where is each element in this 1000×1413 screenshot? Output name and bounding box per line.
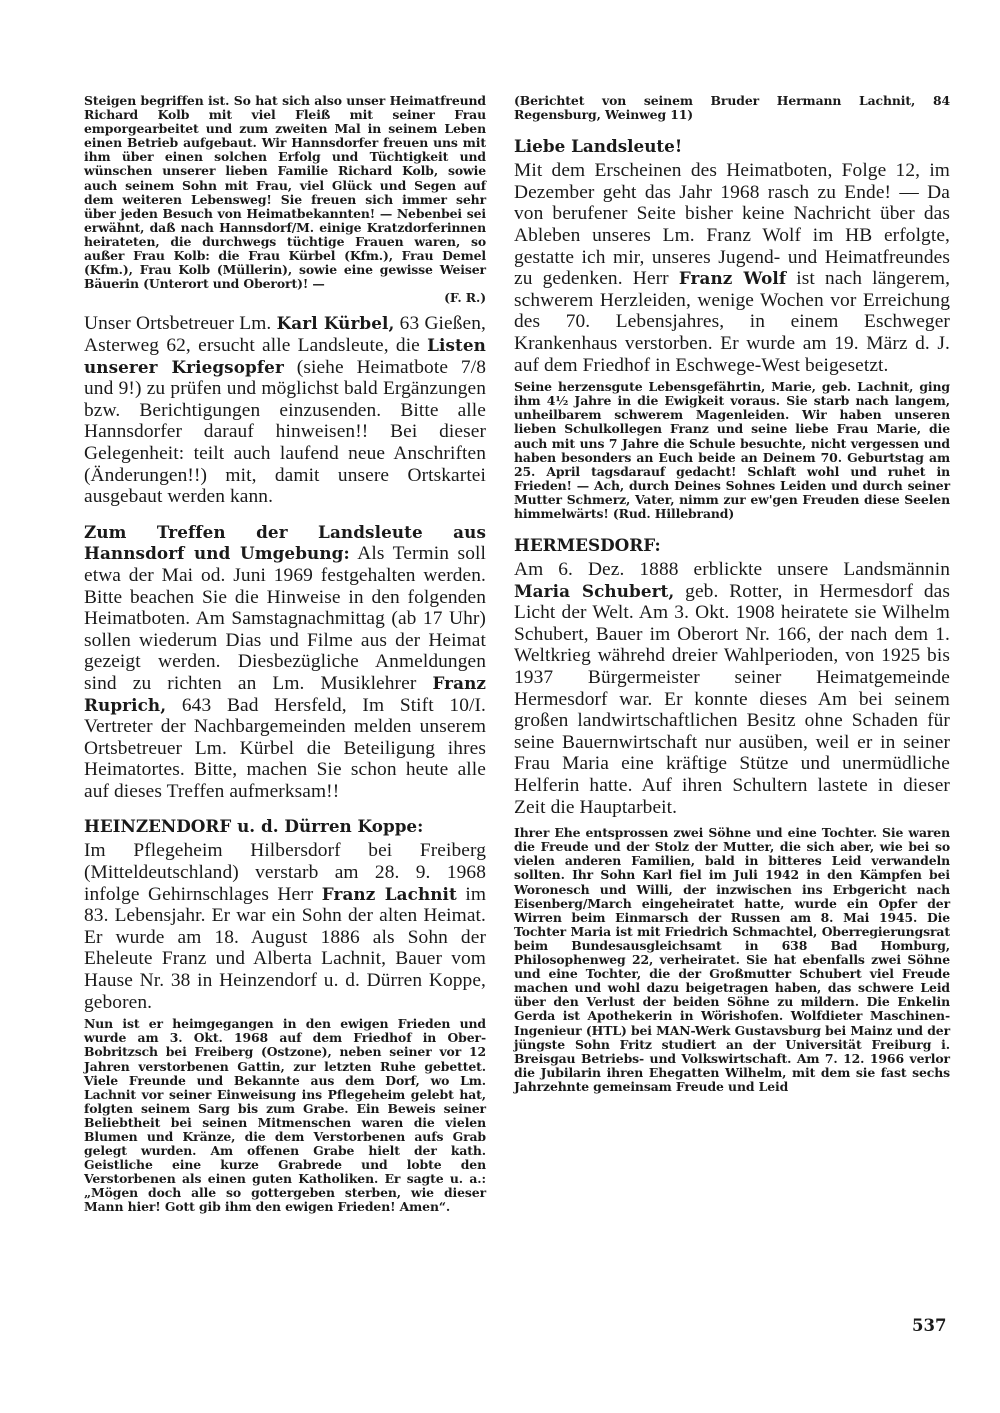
- schubert-paragraph: Am 6. Dez. 1888 erblickte unsere Landsmännin Maria Schubert, geb. Rotter, in Hermesdorf das Licht der Welt. Am 3. Okt. 1908 heiratete sie Wilhelm Schubert, Bauer im Oberort Nr. 166, der nach dem 1. Weltkrieg währehd dreier Wahlperioden, von 1925 bis 1937 Bürgermeister seiner Heimatgemeinde Hermesdorf war. Er konnte dieses Am bei seinem großen landwirtschaftlichen Besitz ohne Schaden für seine Bauernwirtschaft nur ausüben, weil er in seiner Frau Maria eine kräftige Stütze und unermüdliche Helferin hatte. Auf ihren Schultern lastete in dieser Zeit die Hauptarbeit.: [514, 559, 950, 818]
- wolf-name: Franz Wolf: [678, 268, 787, 289]
- right-column: [514, 94, 950, 1094]
- reported-by-note: (Berichtet von seinem Bruder Hermann Lachnit, 84 Regensburg, Weinweg 11): [514, 93, 950, 123]
- left-column: [84, 94, 486, 1215]
- schubert-name: Maria Schubert,: [514, 580, 675, 601]
- kriegsopfer-list-title: Listen unserer Kriegsopfer: [84, 335, 486, 377]
- author-initials: (F. R.): [444, 290, 486, 306]
- liebe-landsleute-heading: Liebe Landsleute!: [514, 136, 683, 157]
- ruprich-name: Franz Ruprich,: [84, 672, 487, 715]
- hermesdorf-heading: HERMESDORF:: [514, 535, 661, 556]
- ortsbetreuer-name: Karl Kürbel,: [276, 313, 395, 334]
- family-paragraph: Ihrer Ehe entsprossen zwei Söhne und eine Tochter. Sie waren die Freude und der Stolz der Mutter, die sich aber, wie bei so vielen anderen Familien, bald in bitteres Leid verwandeln sollten. Ihr Sohn Karl fiel im Juli 1942 in den Kämpfen bei Woronesch und Willi, der inzwischen ins Erbgericht nach Eisenberg/March eingeheiratet hatte, wurde ein Opfer der Wirren beim Einmarsch der Russen am 8. Mai 1945. Die Tochter Maria ist mit Friedrich Schmachtel, Oberregierungsrat beim Bundesausgleichsamt in 638 Bad Homburg, Philosophenweg 22, verheiratet. Sie hat ebenfalls zwei Söhne und eine Tochter, die der Großmutter Schubert viel Freude machen und wohl dazu beigetragen haben, das schwere Leid über den Verlust der beiden Söhne zu mildern. Die Enkelin Gerda ist Apothekerin in Wörishofen. Wolfdieter Maschinen-Ingenieur (HTL) bei MAN-Werk Gustavsburg bei Mainz und der jüngste Sohn Fritz studiert an der Universität Freiburg i. Breisgau Betriebs- und Volkswirtschaft. Am 7. 12. 1966 verlor die Jubilarin ihren Ehegatten Wilhelm, mit dem sie fast sechs Jahrzehnte gemeinsam Freude und Leid: [514, 825, 950, 1094]
- heinzendorf-heading: HEINZENDORF u. d. Dürren Koppe:: [84, 816, 424, 837]
- wolf-paragraph: Mit dem Erscheinen des Heimatboten, Folge 12, im Dezember geht das Jahr 1968 rasch zu Ende! — Da von berufener Seite bisher keine Nachricht über das Ableben unseres Lm. Franz Wolf im HB erfolgte, gestatte ich mir, unseres Jugend- und Heimatfreundes zu gedenken. Herr Franz Wolf ist nach längerem, schwerem Herzleiden, wenige Wochen vor Erreichung des 70. Lebensjahres, in einem Eschweger Krankenhaus verstorben. Er wurde am 19. März d. J. auf dem Friedhof in Eschwege-West beigesetzt.: [514, 160, 951, 376]
- lachnit-name: Franz Lachnit: [321, 883, 457, 904]
- kriegsopfer-paragraph: Unser Ortsbetreuer Lm. Karl Kürbel, 63 Gießen, Asterweg 62, ersucht alle Landsleute, die Listen unserer Kriegsopfer (siehe Heimatbote 7/8 und 9!) zu prüfen und möglichst bald Ergänzungen bzw. Berichtigungen einzusenden. Bitte alle Hannsdorfer darauf hinweisen!! Bei dieser Gelegenheit: teilt auch laufend neue Anschriften (Änderungen!!) mit, damit unsere Ortskartei ausgebaut werden kann.: [84, 313, 486, 508]
- lachnit-paragraph: Im Pflegeheim Hilbersdorf bei Freiberg (Mitteldeutschland) verstarb am 28. 9. 1968 infolge Gehirnschlages Herr Franz Lachnit im 83. Lebensjahr. Er war ein Sohn der alten Heimat. Er wurde am 18. August 1886 als Sohn der Eheleute Franz und Alberta Lachnit, Bauer vom Hause Nr. 38 in Heinzendorf u. d. Dürren Koppe, geboren.: [84, 840, 486, 1013]
- kolb-paragraph: Steigen begriffen ist. So hat sich also unser Heimatfreund Richard Kolb mit viel Fleiß mit seiner Frau emporgearbeitet und zum zweiten Mal in seinem Leben einen Betrieb aufgebaut. Wir Hannsdorfer freuen uns mit ihm über einen solchen Erfolg und Tüchtigkeit und wünschen unserer lieben Familie Richard Kolb, sowie auch seinem Sohn mit Frau, viel Glück und Segen auf dem weiteren Lebensweg! Sie freuen sich immer sehr über jeden Besuch von Heimatbekannten! — Nebenbei sei erwähnt, daß nach Hannsdorf/M. einige Kratzdorferinnen heirateten, die durchwegs tüchtige Frauen waren, so außer Frau Kolb: die Frau Kürbel (Kfm.), Frau Demel (Kfm.), Frau Kolb (Müllerin), sowie eine gewisse Weiser Bäuerin (Unterort und Oberort)! —: [84, 93, 486, 292]
- marie-paragraph: Seine herzensgute Lebensgefährtin, Marie, geb. Lachnit, ging ihm 4½ Jahre in die Ewigkeit voraus. Sie starb nach langem, unheilbarem schwerem Magenleiden. Wir haben unseren lieben Schulkollegen Franz und seine liebe Frau Marie, die auch mit uns 7 Jahre die Schule besuchte, nicht vergessen und haben besonders an Euch beide an Deinem 70. Geburtstag am 25. April tagsdarauf gedacht! Schlaft wohl und ruhet in Frieden! — Ach, durch Deines Sohnes Leiden und durch seiner Mutter Schmerz, Vater, nimm zur ew'gen Freuden diese Seelen himmelwärts! (Rud. Hillebrand): [514, 379, 950, 521]
- treffen-heading: Zum Treffen der Landsleute aus Hannsdorf und Umgebung:: [84, 521, 486, 564]
- treffen-paragraph: Zum Treffen der Landsleute aus Hannsdorf und Umgebung: Als Termin soll etwa der Mai od. Juni 1969 festgehalten werden. Bitte beachen Sie die Hinweise in den folgenden Heimatboten. Am Samstagnachmittag (ab 17 Uhr) sollen wiederum Dias und Filme aus der Heimat gezeigt werden. Diesbezügliche Anmeldungen sind zu richten an Lm. Musiklehrer Franz Ruprich, 643 Bad Hersfeld, Im Stift 10/I. Vertreter der Nachbargemeinden melden unserem Ortsbetreuer Lm. Kürbel die Beteiligung ihres Heimatortes. Bitte, machen Sie schon heute alle auf dieses Treffen aufmerksam!!: [84, 521, 487, 802]
- page-number: 537: [912, 1316, 947, 1335]
- lachnit-burial-paragraph: Nun ist er heimgegangen in den ewigen Frieden und wurde am 3. Okt. 1968 auf dem Friedhof in Ober-Bobritzsch bei Freiberg (Ostzone), neben seiner vor 12 Jahren verstorbenen Gattin, zur letzten Ruhe gebettet. Viele Freunde und Bekannte aus dem Dorf, wo Lm. Lachnit vor seiner Einweisung ins Pflegeheim gelebt hat, folgten seinem Sarg bis zum Grabe. Ein Beweis seiner Beliebtheit bei seinen Mitmenschen waren die vielen Blumen und Kränze, die dem Verstorbenen aufs Grab gelegt wurden. Am offenen Grabe hielt der kath. Geistliche eine kurze Grabrede und lobte den Verstorbenen als einen guten Katholiken. Er sagte u. a.: „Mögen doch alle so gottergeben sterben, wie dieser Mann hier! Gott gib ihm den ewigen Frieden! Amen“.: [84, 1016, 486, 1215]
